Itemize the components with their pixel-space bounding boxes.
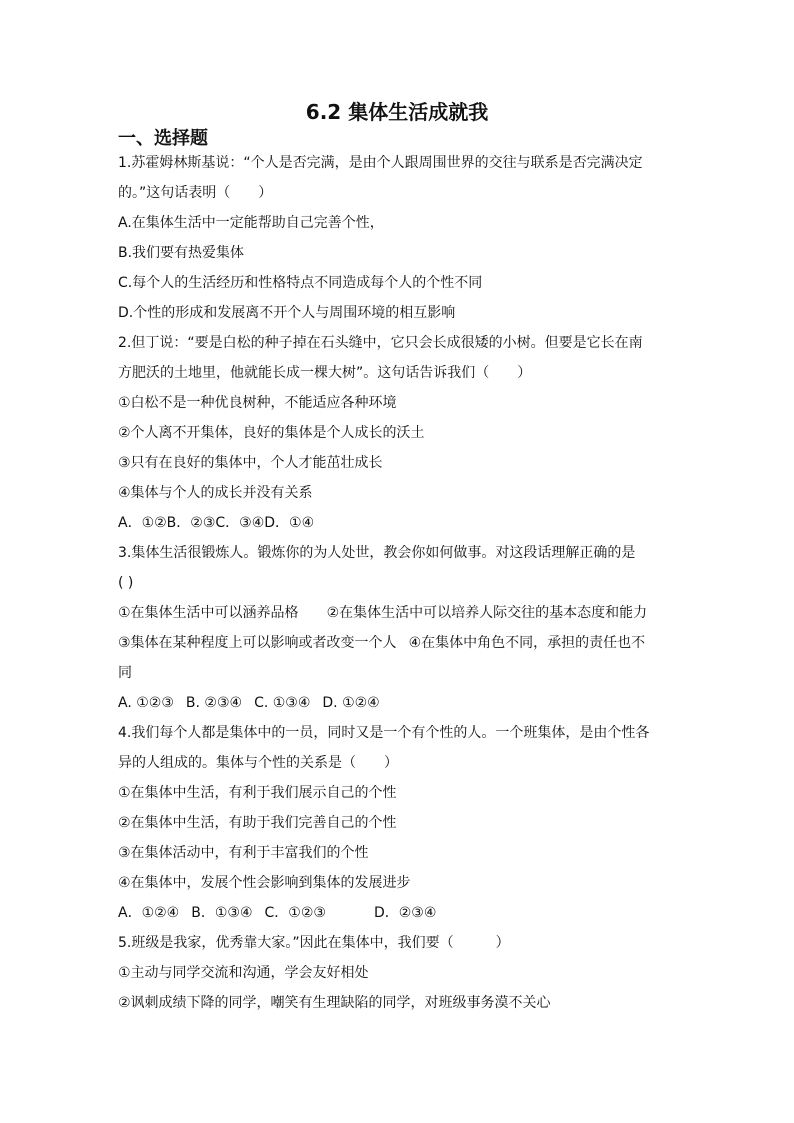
q3-statement-3: ③集体在某种程度上可以影响或者改变一个人 — [118, 635, 397, 651]
q3-statement-4: ④在集体中角色不同，承担的责任也不 — [408, 635, 646, 651]
q2-stem-line-1: 2.但丁说：“要是白松的种子掉在石头缝中，它只会长成很矮的小树。但要是它长在南 — [118, 335, 643, 351]
q3-option-b: B. ②③④ — [185, 695, 243, 711]
q3-option-c: C. ①③④ — [254, 695, 311, 711]
question-list — [118, 148, 710, 1018]
q2-stem-line-2: 方肥沃的土地里，他就能长成一棵大树”。这句话告诉我们（ ） — [118, 365, 532, 381]
q3-stem-line-1: 3.集体生活很锻炼人。锻炼你的为人处世，教会你如何做事。对这段话理解正确的是 — [118, 545, 636, 561]
section-heading: 一、选择题 — [118, 128, 208, 149]
q4-stem-line-2: 异的人组成的。集体与个性的关系是（ ） — [118, 755, 398, 771]
q4-statement-4: ④在集体中，发展个性会影响到集体的发展进步 — [118, 875, 411, 891]
q3-statement-1: ①在集体生活中可以涵养品格 — [118, 605, 299, 621]
q3-statements-row-1 — [118, 598, 710, 628]
q2-statement-1: ①白松不是一种优良树种，不能适应各种环境 — [118, 395, 397, 411]
q4-statement-3: ③在集体活动中，有利于丰富我们的个性 — [118, 845, 369, 861]
q1-stem-line-1: 1.苏霍姆林斯基说：“个人是否完满，是由个人跟周围世界的交往与联系是否完满决定 — [118, 155, 643, 171]
q3-answer-options — [118, 688, 710, 718]
q3-statement-2: ②在集体生活中可以培养人际交往的基本态度和能力 — [326, 605, 648, 621]
q2-statement-2: ②个人离不开集体，良好的集体是个人成长的沃土 — [118, 425, 425, 441]
q5-statement-2: ②讽刺成绩下降的同学，嘲笑有生理缺陷的同学，对班级事务漠不关心 — [118, 995, 551, 1011]
q1-option-b: B.我们要有热爱集体 — [118, 245, 245, 261]
q1-option-c: C.每个人的生活经历和性格特点不同造成每个人的个性不同 — [118, 275, 483, 291]
q1-stem-line-2: 的。”这句话表明（ ） — [118, 185, 273, 201]
q4-option-d: D．②③④ — [373, 905, 437, 921]
q3-statements-row-2 — [118, 628, 710, 658]
q2-statement-3: ③只有在良好的集体中，个人才能茁壮成长 — [118, 455, 383, 471]
q3-stem-line-2: ( ) — [118, 575, 134, 591]
q5-statement-1: ①主动与同学交流和沟通，学会友好相处 — [118, 965, 369, 981]
q3-option-a: A. ①②③ — [118, 695, 174, 711]
q3-statement-4-cont: 同 — [118, 665, 132, 681]
q4-answer-options — [118, 898, 710, 928]
page-title: 6.2 集体生活成就我 — [305, 100, 489, 124]
q2-answer-options: A．①②B．②③C．③④D．①④ — [118, 515, 315, 531]
q5-stem-line-1: 5.班级是我家，优秀靠大家。”因此在集体中，我们要（ ） — [118, 935, 510, 951]
q1-option-d: D.个性的形成和发展离不开个人与周围环境的相互影响 — [118, 305, 456, 321]
q4-statement-2: ②在集体中生活，有助于我们完善自己的个性 — [118, 815, 397, 831]
q3-option-d: D. ①②④ — [322, 695, 380, 711]
q4-stem-line-1: 4.我们每个人都是集体中的一员，同时又是一个有个性的人。一个班集体，是由个性各 — [118, 725, 650, 741]
q4-option-c: C．①②③ — [264, 905, 326, 921]
q4-option-a: A．①②④ — [118, 905, 180, 921]
q4-option-b: B．①③④ — [191, 905, 253, 921]
q1-option-a: A.在集体生活中一定能帮助自己完善个性， — [118, 215, 384, 231]
q2-statement-4: ④集体与个人的成长并没有关系 — [118, 485, 313, 501]
q4-statement-1: ①在集体中生活，有利于我们展示自己的个性 — [118, 785, 397, 801]
